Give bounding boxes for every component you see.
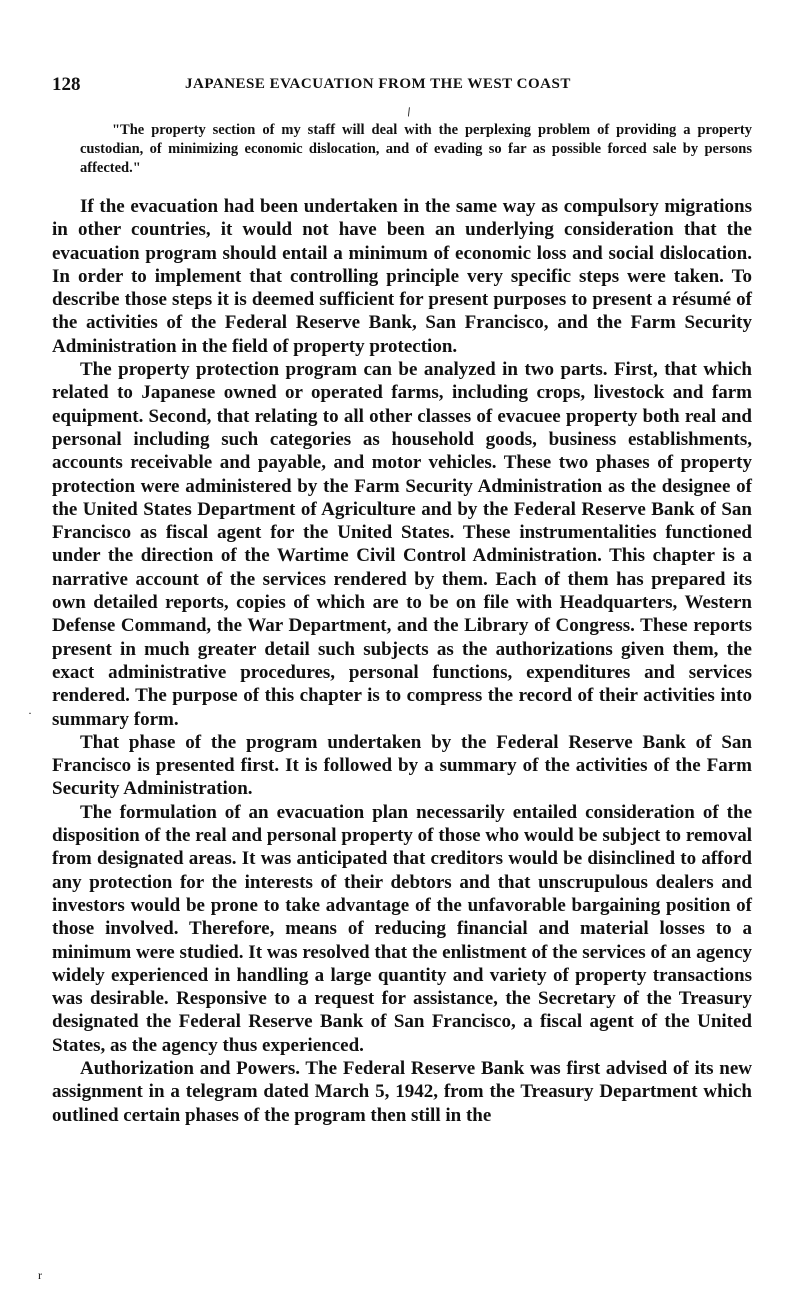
paragraph: The property protection program can be analyzed in two parts. First, that which related to Japanese owned or operated farms, including crops, livestock and farm equipment. Second, that relating to all other classes of evacuee property both real and personal including such categories as household goods, business establishments, accounts receivable and payable, and motor vehicles. These two phases of property protection were administered by the Farm Security Administration as the designee of the United States Department of Agriculture and by the Federal Reserve Bank of San Francisco as fiscal agent for the United States. These instrumentalities functioned under the direction of the Wartime Civil Control Administration. This chapter is a narrative account of the services rendered by them. Each of them has prepared its own detailed reports, copies of which are to be on file with Headquarters, Western Defense Command, the War Department, and the Library of Congress. These reports present in much greater detail such subjects as the authorizations given them, the exact administrative procedures, personal functions, expenditures and services rendered. The purpose of this chapter is to compress the record of their activities into summary form. <box>52 359 752 730</box>
paragraph-text: The Federal Reserve Bank was first advised of its new assignment in a telegram dated March 5, 1942, from the Treasury Department which outlined certain phases of the program then still in the <box>52 1057 752 1126</box>
margin-speck: r <box>38 1268 42 1282</box>
body-text <box>52 195 752 1127</box>
paragraph: The formulation of an evacuation plan necessarily entailed consideration of the disposition of the real and personal property of those who would be subject to removal from designated areas. It was anticipated that creditors would be disinclined to afford any protection for the interests of their debtors and that unscrupulous dealers and investors would be prone to take advantage of the unfavorable bargaining position of those involved. Therefore, means of reducing financial and material losses to a minimum were studied. It was resolved that the enlistment of the services of an agency widely experienced in handling a large quantity and variety of property transactions was desirable. Responsive to a request for assistance, the Secretary of the Treasury designated the Federal Reserve Bank of San Francisco, a fiscal agent of the United States, as the agency thus experienced. <box>52 801 752 1056</box>
epigraph-quote: "The property section of my staff will deal with the perplexing problem of providing a property custodian, of minimizing economic dislocation, and of evading so far as possible forced sale by persons affected." <box>80 122 752 176</box>
page-number: 128 <box>52 74 81 95</box>
page-header <box>52 74 752 98</box>
section-subhead: Authorization and Powers. <box>80 1057 300 1079</box>
paragraph <box>52 1057 752 1127</box>
paragraph: That phase of the program undertaken by the Federal Reserve Bank of San Francisco is presented first. It is followed by a summary of the activities of the Farm Security Administration. <box>52 731 752 800</box>
stray-mark: \ <box>404 103 414 120</box>
margin-speck: · <box>28 706 32 720</box>
running-title: JAPANESE EVACUATION FROM THE WEST COAST <box>185 76 571 92</box>
paragraph: If the evacuation had been undertaken in the same way as compulsory migrations in other countries, it would not have been an underlying consideration that the evacuation program should entail a minimum of economic loss and social dislocation. In order to implement that controlling principle very specific steps were taken. To describe those steps it is deemed sufficient for present purposes to present a résumé of the activities of the Federal Reserve Bank, San Francisco, and the Farm Security Administration in the field of property protection. <box>52 196 752 357</box>
